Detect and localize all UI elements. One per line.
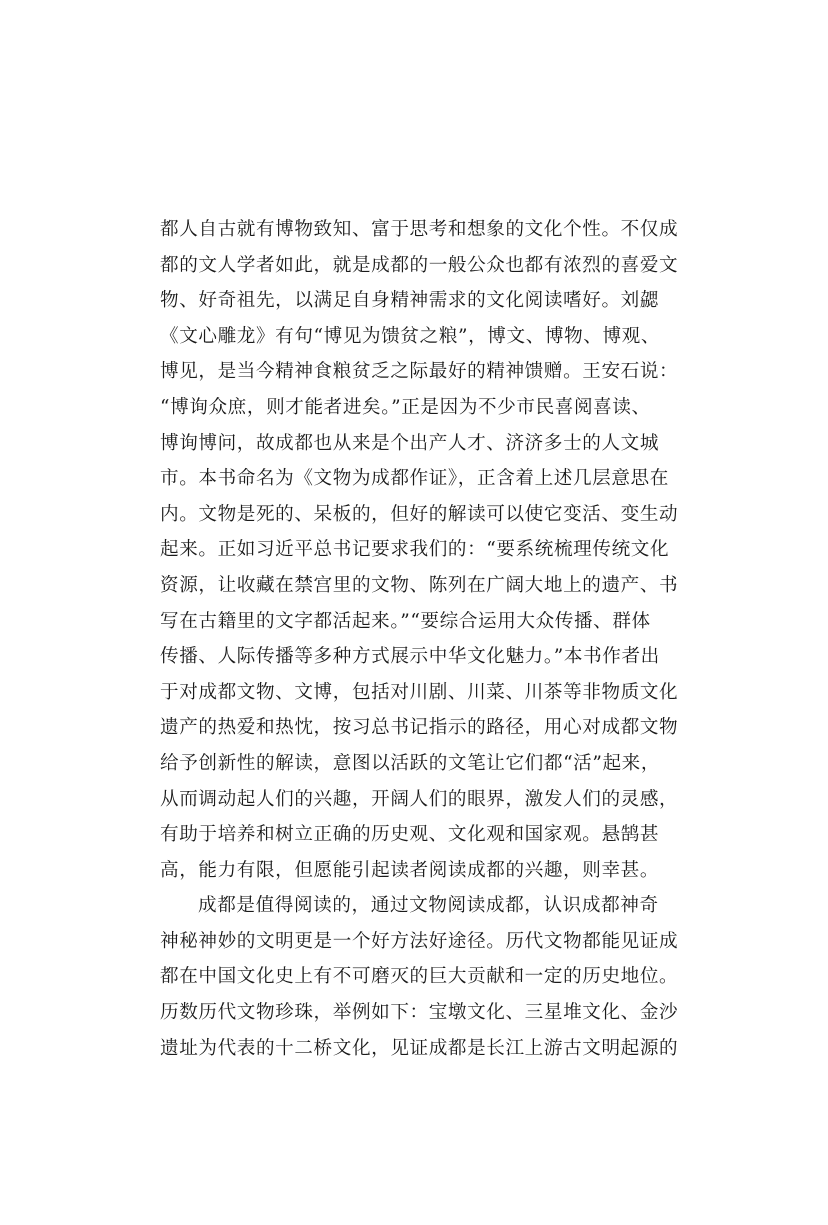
text-line: 起来。正如习近平总书记要求我们的：“要系统梳理传统文化 xyxy=(160,539,670,561)
text-line: 遗产的热爱和热忱，按习总书记指示的路径，用心对成都文物 xyxy=(160,717,679,739)
paragraph xyxy=(160,212,690,888)
text-line: “博询众庶，则才能者进矣。”正是因为不少市民喜阅喜读、 xyxy=(160,396,651,418)
paragraph xyxy=(160,888,690,1066)
text-line: 遗址为代表的十二桥文化，见证成都是长江上游古文明起源的 xyxy=(160,1037,679,1059)
text-line: 有助于培养和树立正确的历史观、文化观和国家观。悬鹄甚 xyxy=(160,824,660,846)
text-line: 写在古籍里的文字都活起来。”“要综合运用大众传播、群体 xyxy=(160,610,651,632)
text-line: 都的文人学者如此，就是成都的一般公众也都有浓烈的喜爱文 xyxy=(160,254,679,276)
text-line: 都在中国文化史上有不可磨灭的巨大贡献和一定的历史地位。 xyxy=(160,966,679,988)
text-line: 成都是值得阅读的，通过文物阅读成都，认识成都神奇 xyxy=(198,895,659,917)
text-line: 博见，是当今精神食粮贫乏之际最好的精神馈赠。王安石说： xyxy=(160,361,679,383)
text-line: 历数历代文物珍珠，举例如下：宝墩文化、三星堆文化、金沙 xyxy=(160,1002,679,1024)
text-line: 于对成都文物、文博，包括对川剧、川菜、川茶等非物质文化 xyxy=(160,681,679,703)
text-line: 高，能力有限，但愿能引起读者阅读成都的兴趣，则幸甚。 xyxy=(160,859,660,881)
body-text xyxy=(160,212,690,1066)
text-line: 传播、人际传播等多种方式展示中华文化魅力。”本书作者出 xyxy=(160,646,660,668)
text-line: 物、好奇祖先，以满足自身精神需求的文化阅读嗜好。刘勰 xyxy=(160,290,660,312)
text-line: 博询博问，故成都也从来是个出产人才、济济多士的人文城 xyxy=(160,432,660,454)
text-line: 资源，让收藏在禁宫里的文物、陈列在广阔大地上的遗产、书 xyxy=(160,574,679,596)
text-line: 神秘神妙的文明更是一个好方法好途径。历代文物都能见证成 xyxy=(160,930,679,952)
text-line: 内。文物是死的、呆板的，但好的解读可以使它变活、变生动 xyxy=(160,503,679,525)
text-line: 都人自古就有博物致知、富于思考和想象的文化个性。不仅成 xyxy=(160,219,679,240)
text-line: 《文心雕龙》有句“博见为馈贫之粮”，博文、博物、博观、 xyxy=(160,325,661,347)
text-line: 市。本书命名为《文物为成都作证》，正含着上述几层意思在 xyxy=(160,468,669,490)
text-line: 从而调动起人们的兴趣，开阔人们的眼界，激发人们的灵感， xyxy=(160,788,679,810)
text-line: 给予创新性的解读，意图以活跃的文笔让它们都“活”起来， xyxy=(160,752,661,774)
